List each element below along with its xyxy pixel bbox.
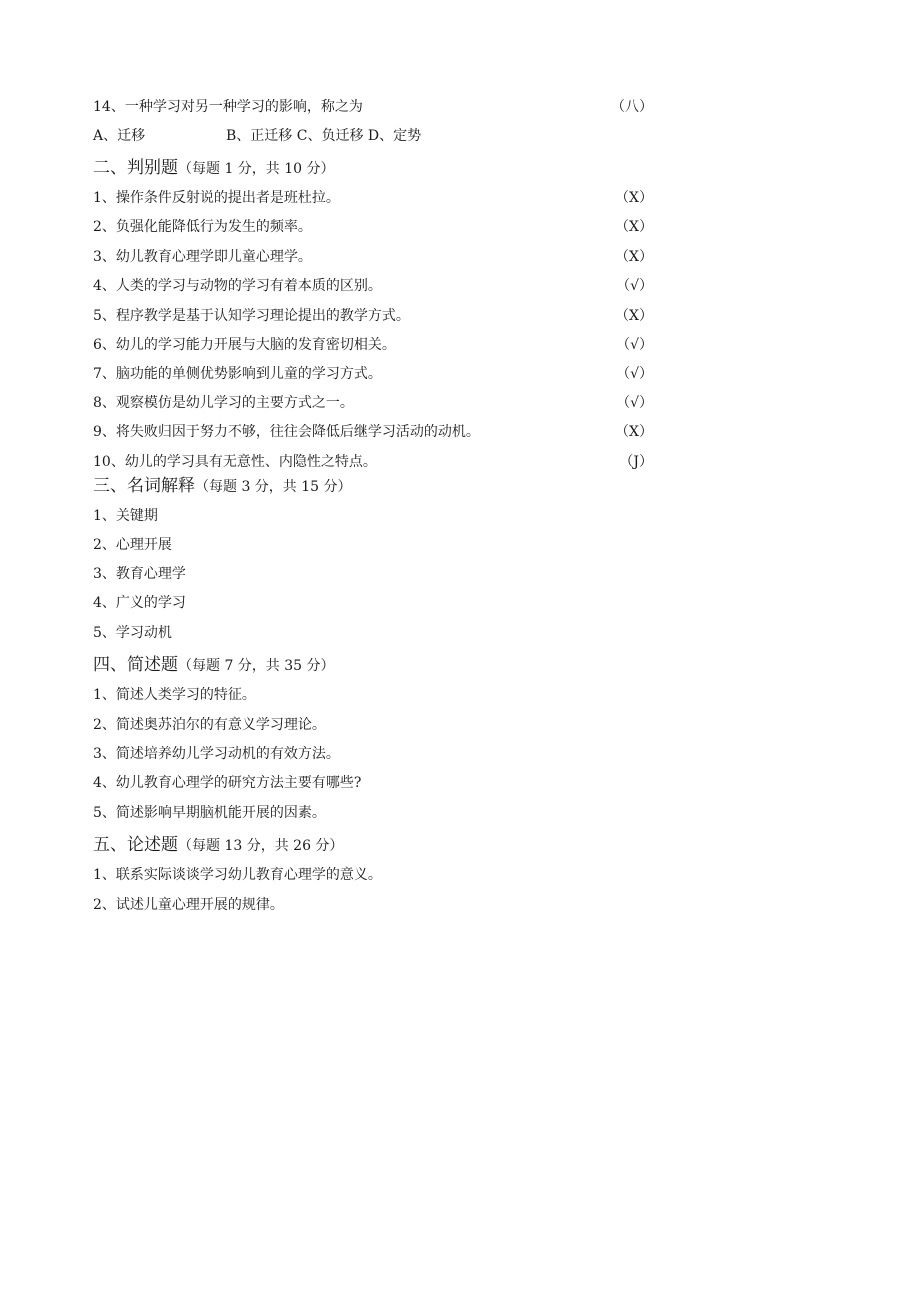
item-text: 4、广义的学习 [93, 595, 186, 611]
item-text: 2、试述儿童心理开展的规律。 [93, 897, 284, 913]
item-text: 1、关键期 [93, 508, 158, 524]
section-title: 三、名词解释 [93, 476, 195, 496]
section-note: （每题 1 分，共 10 分） [178, 161, 335, 177]
question-text: 14、一种学习对另一种学习的影响，称之为 [93, 99, 363, 115]
essay-item [93, 864, 653, 886]
option-a: A、迁移 [93, 128, 146, 144]
judge-item [93, 334, 653, 356]
judge-item [93, 392, 653, 414]
item-text: 1、操作条件反射说的提出者是班杜拉。 [93, 190, 340, 206]
term-item [93, 622, 653, 644]
term-item [93, 563, 653, 585]
item-text: 5、学习动机 [93, 625, 172, 641]
term-item [93, 592, 653, 614]
answer-mark: （J） [619, 454, 653, 470]
item-text: 5、程序教学是基于认知学习理论提出的教学方式。 [93, 308, 410, 324]
question-14 [93, 96, 653, 118]
answer-mark: （八） [611, 99, 653, 115]
item-text: 7、脑功能的单侧优势影响到儿童的学习方式。 [93, 366, 382, 382]
section-title: 二、判别题 [93, 158, 178, 178]
term-item [93, 534, 653, 556]
section-title: 五、论述题 [93, 835, 178, 855]
judge-item [93, 216, 653, 238]
item-text: 2、负强化能降低行为发生的频率。 [93, 219, 312, 235]
item-text: 4、人类的学习与动物的学习有着本质的区别。 [93, 278, 382, 294]
item-text: 2、心理开展 [93, 537, 172, 553]
judge-item [93, 421, 653, 443]
answer-mark: （√） [616, 278, 653, 294]
item-text: 5、简述影响早期脑机能开展的因素。 [93, 805, 326, 821]
section-5-heading [93, 833, 343, 857]
judge-item [93, 187, 653, 209]
short-answer-item [93, 743, 653, 765]
essay-item [93, 894, 653, 916]
answer-mark: （√） [616, 337, 653, 353]
item-text: 3、教育心理学 [93, 566, 186, 582]
section-note: （每题 13 分，共 26 分） [178, 838, 344, 854]
section-4-heading [93, 653, 335, 677]
answer-mark: （X） [615, 249, 653, 265]
term-item [93, 505, 653, 527]
short-answer-item [93, 684, 653, 706]
item-text: 3、简述培养幼儿学习动机的有效方法。 [93, 746, 340, 762]
short-answer-item [93, 802, 653, 824]
answer-mark: （√） [616, 366, 653, 382]
section-note: （每题 7 分，共 35 分） [178, 658, 335, 674]
item-text: 1、联系实际谈谈学习幼儿教育心理学的意义。 [93, 867, 382, 883]
judge-item [93, 451, 653, 473]
item-text: 2、简述奥苏泊尔的有意义学习理论。 [93, 717, 326, 733]
section-3-heading [93, 474, 352, 498]
answer-mark: （X） [615, 190, 653, 206]
option-b-c-d: B、正迁移 C、负迁移 D、定势 [226, 128, 422, 144]
item-text: 8、观察模仿是幼儿学习的主要方式之一。 [93, 395, 354, 411]
item-text: 6、幼儿的学习能力开展与大脑的发育密切相关。 [93, 337, 396, 353]
short-answer-item [93, 772, 653, 794]
judge-item [93, 275, 653, 297]
answer-mark: （√） [616, 395, 653, 411]
section-note: （每题 3 分，共 15 分） [195, 479, 352, 495]
item-text: 9、将失败归因于努力不够，往往会降低后继学习活动的动机。 [93, 424, 480, 440]
answer-mark: （X） [615, 424, 653, 440]
item-text: 4、幼儿教育心理学的研究方法主要有哪些? [93, 775, 362, 791]
answer-mark: （X） [615, 219, 653, 235]
judge-item [93, 363, 653, 385]
section-title: 四、简述题 [93, 655, 178, 675]
short-answer-item [93, 714, 653, 736]
item-text: 10、幼儿的学习具有无意性、内隐性之特点。 [93, 454, 377, 470]
judge-item [93, 305, 653, 327]
answer-mark: （X） [615, 308, 653, 324]
item-text: 3、幼儿教育心理学即儿童心理学。 [93, 249, 312, 265]
item-text: 1、简述人类学习的特征。 [93, 687, 256, 703]
judge-item [93, 246, 653, 268]
section-2-heading [93, 156, 335, 180]
